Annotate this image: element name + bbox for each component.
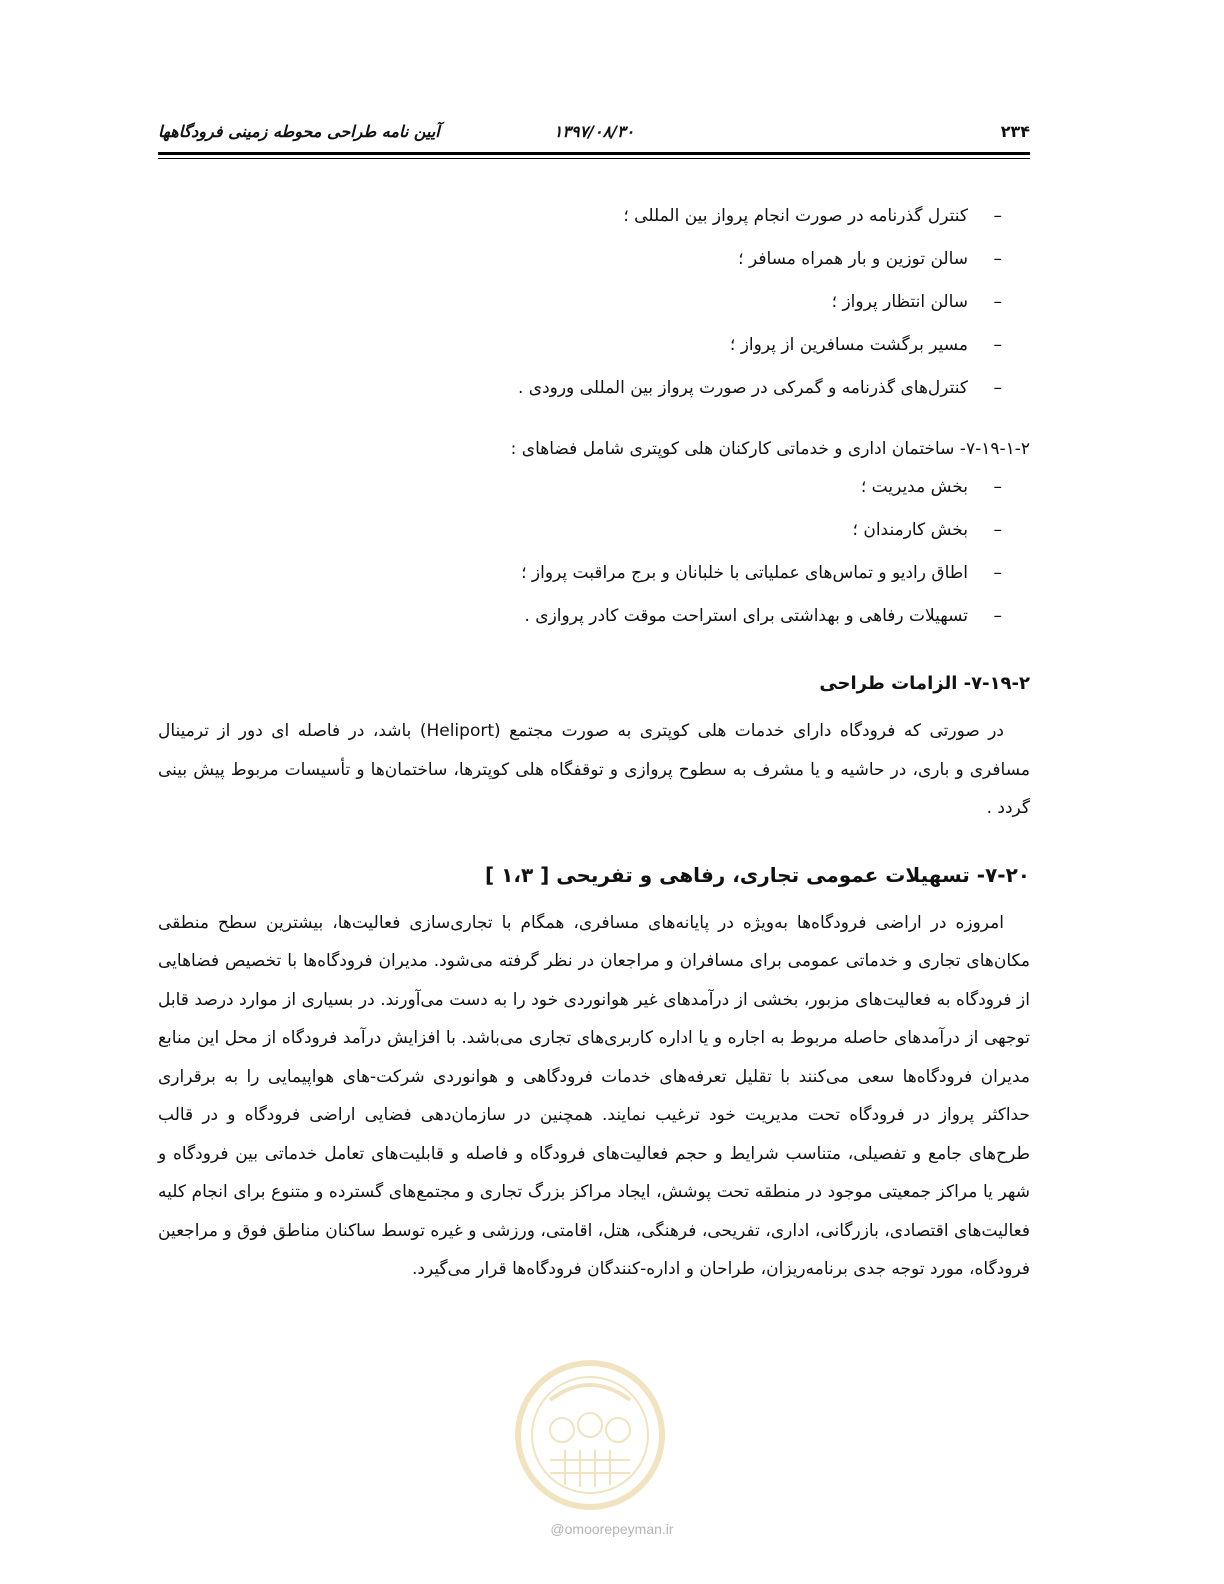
header-title: آیین نامه طراحی محوطه زمینی فرودگاهها: [158, 122, 440, 141]
list-item: – اطاق رادیو و تماس‌های عملیاتی با خلبانان و برج مراقبت پرواز ؛: [158, 552, 968, 595]
list-item: – بخش کارمندان ؛: [158, 509, 968, 552]
staff-spaces-list: [158, 466, 1030, 638]
paragraph-design-requirements: در صورتی که فرودگاه دارای خدمات هلی کوپتری به صورت مجتمع (Heliport) باشد، در فاصله ای دور از ترمینال مسافری و باری، در حاشیه و یا مشرف به سطوح پروازی و توقفگاه هلی کوپترها، ساختمان‌ها و تأسیسات مربوط پیش بینی گردد .: [158, 721, 1030, 818]
list-item: – تسهیلات رفاهی و بهداشتی برای استراحت موقت کادر پروازی .: [158, 595, 968, 638]
page-header: [158, 118, 1030, 148]
header-rule-thin: [158, 158, 1030, 159]
section-heading-public-facilities: ۷-۲۰- تسهیلات عمومی تجاری، رفاهی و تفریحی [ ۱،۳ ]: [485, 862, 1030, 887]
list-item: – مسیر برگشت مسافرین از پرواز ؛: [158, 324, 968, 367]
passenger-spaces-list: [158, 195, 1030, 410]
list-item: – سالن توزین و بار همراه مسافر ؛: [158, 238, 968, 281]
page-number: ۲۳۴: [1000, 122, 1030, 141]
section-heading-design-requirements: ۷-۱۹-۲- الزامات طراحی: [819, 673, 1030, 694]
subsection-heading: ۷-۱۹-۱-۲- ساختمان اداری و خدماتی کارکنان هلی کوپتری شامل فضاهای :: [510, 439, 1030, 459]
header-date: ۱۳۹۷/۰۸/۳۰: [553, 122, 635, 141]
list-item: – سالن انتظار پرواز ؛: [158, 281, 968, 324]
list-item: – کنترل گذرنامه در صورت انجام پرواز بین المللی ؛: [158, 195, 968, 238]
list-item: – کنترل‌های گذرنامه و گمرکی در صورت پرواز بین المللی ورودی .: [158, 367, 968, 410]
page-content: [158, 195, 1030, 1306]
header-rule-thick: [158, 152, 1030, 155]
watermark-seal-icon: [510, 1355, 670, 1515]
list-item: – بخش مدیریت ؛: [158, 466, 968, 509]
footer-website-url: @omoorepeyman.ir: [550, 1521, 674, 1537]
paragraph-public-facilities: امروزه در اراضی فرودگاه‌ها به‌ویژه در پایانه‌های مسافری، همگام با تجاری‌سازی فعالیت‌ها، بیشترین سطح منطقی مکان‌های تجاری و خدماتی عمومی برای مسافران و مراجعان در نظر گرفته می‌شود. مدیران فرودگاه‌ها با تخصیص فضاهایی از فرودگاه به فعالیت‌های مزبور، بخشی از درآمدهای غیر هوانوردی خود را به دست می‌آورند. در بسیاری از موارد درصد قابل توجهی از درآمدهای حاصله مربوط به اجاره و یا اداره کاربری‌های تجاری می‌باشد. با افزایش درآمد فرودگاه از محل این منابع مدیران فرودگاه‌ها سعی می‌کنند با تقلیل تعرفه‌های خدمات فرودگاهی و هوانوردی شرکت-های هواپیمایی را به برقراری حداکثر پرواز در فرودگاه تحت مدیریت خود ترغیب نمایند. همچنین در سازمان‌دهی فضایی اراضی فرودگاه و در قالب طرح‌های جامع و تفصیلی، متناسب شرایط و حجم فعالیت‌های فرودگاه و فاصله و قابلیت‌های تعامل خدماتی بین فرودگاه و شهر یا مراکز جمعیتی موجود در منطقه تحت پوشش، ایجاد مراکز بزرگ تجاری و مجتمع‌های گسترده و متنوع برای انجام کلیه فعالیت‌های اقتصادی، بازرگانی، اداری، تفریحی، فرهنگی، هتل، اقامتی، ورزشی و غیره توسط ساکنان مناطق فوق و مراجعین فرودگاه، مورد توجه جدی برنامه‌ریزان، طراحان و اداره-کنندگان فرودگاه‌ها قرار می‌گیرد.: [158, 912, 1030, 1279]
